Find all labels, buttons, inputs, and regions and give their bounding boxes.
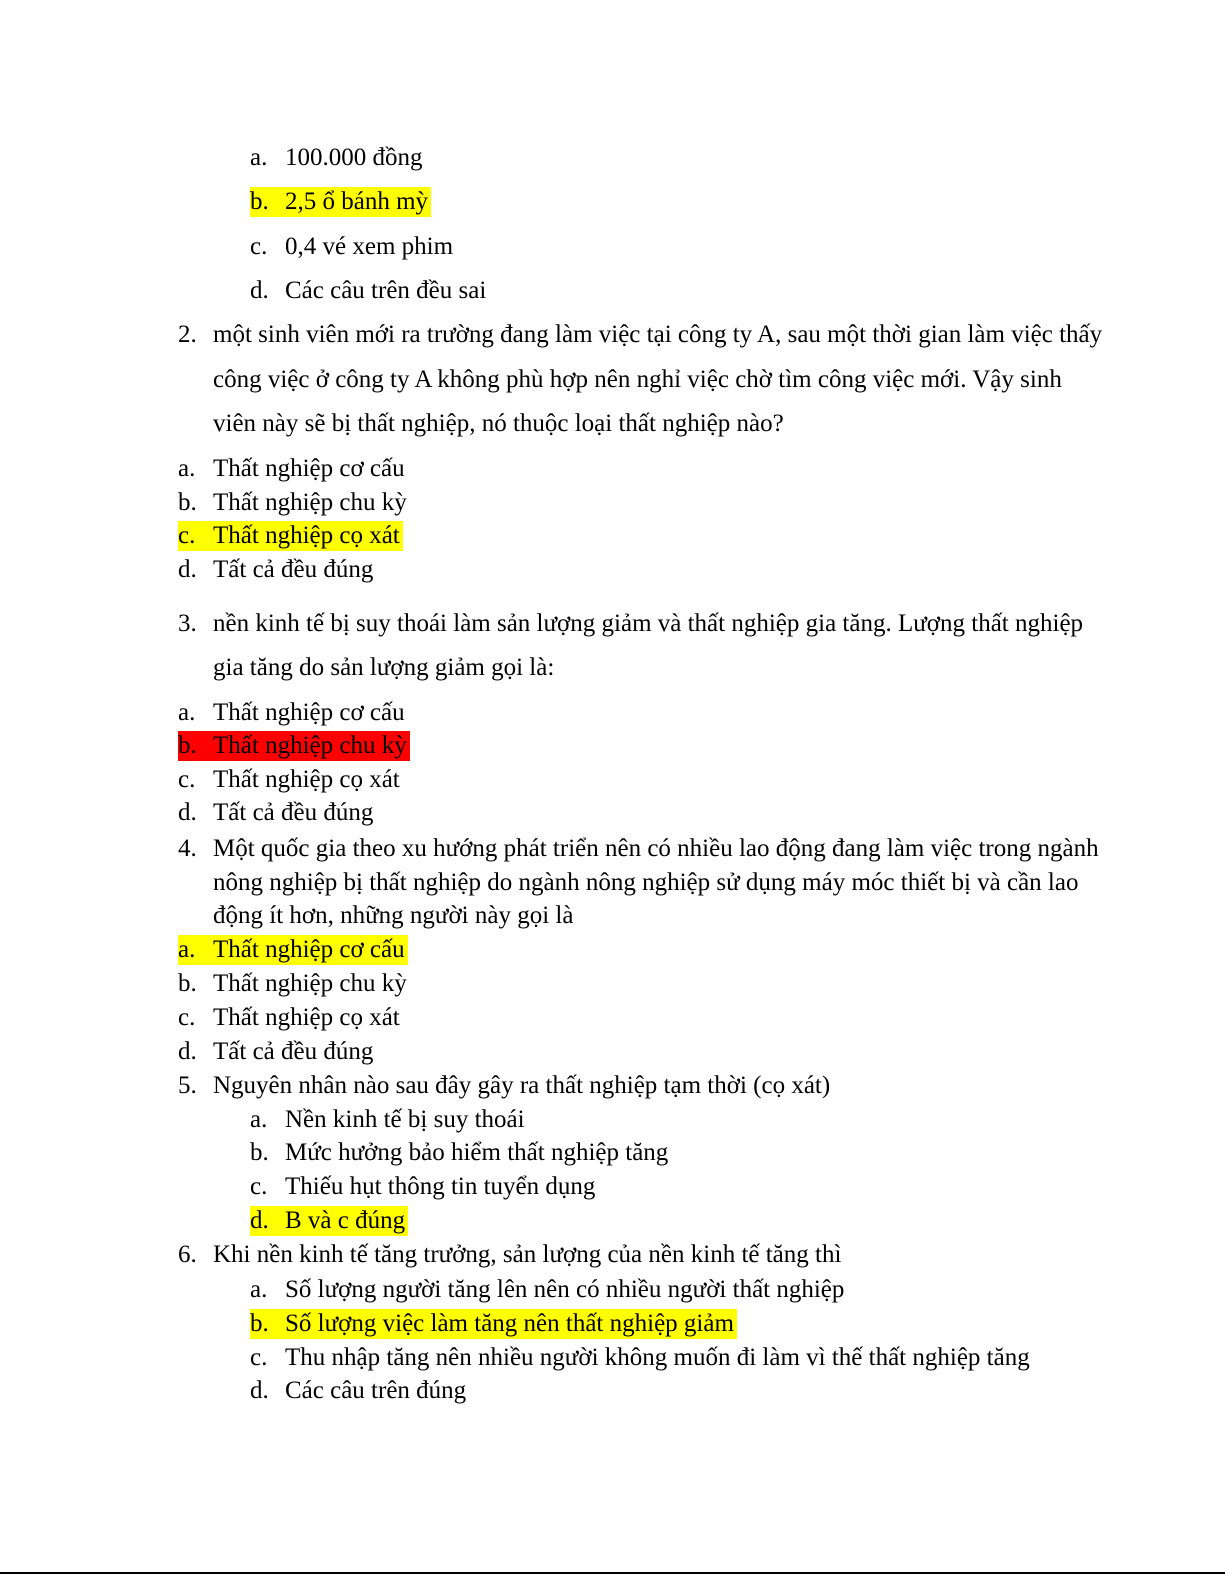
option-text: Mức hưởng bảo hiểm thất nghiệp tăng bbox=[285, 1139, 669, 1166]
option-text: Tất cả đều đúng bbox=[213, 799, 374, 826]
option-text: 100.000 đồng bbox=[285, 144, 423, 171]
option-label: a. bbox=[178, 455, 196, 482]
option-text: Thu nhập tăng nên nhiều người không muốn đi làm vì thế thất nghiệp tăng bbox=[285, 1344, 1030, 1371]
option-text: Thất nghiệp cơ cấu bbox=[213, 936, 405, 963]
option-label: a. bbox=[250, 1276, 268, 1303]
option-label: d. bbox=[250, 1207, 269, 1234]
option-text: Thất nghiệp cọ xát bbox=[213, 522, 400, 549]
option-text: Thất nghiệp cọ xát bbox=[213, 766, 400, 793]
q5-option-c bbox=[250, 1172, 595, 1202]
option-label: b. bbox=[250, 1310, 269, 1337]
question-text: Khi nền kinh tế tăng trưởng, sản lượng của nền kinh tế tăng thì bbox=[213, 1241, 842, 1268]
q4-option-a bbox=[178, 935, 408, 965]
option-label: b. bbox=[178, 970, 197, 997]
q4-stem-line-3: động ít hơn, những người này gọi là bbox=[213, 902, 574, 929]
q2-option-d bbox=[178, 555, 373, 585]
q4-stem-line-1 bbox=[178, 834, 1099, 864]
q4-stem-line-2: nông nghiệp bị thất nghiệp do ngành nông nghiệp sử dụng máy móc thiết bị và cần lao bbox=[213, 869, 1079, 896]
question-number: 5. bbox=[178, 1072, 197, 1099]
q2-stem-line-2: công việc ở công ty A không phù hợp nên nghỉ việc chờ tìm công việc mới. Vậy sinh bbox=[213, 366, 1062, 393]
q2-option-b bbox=[178, 488, 407, 518]
option-text: 0,4 vé xem phim bbox=[285, 233, 454, 260]
q3-stem-line-1 bbox=[178, 609, 1083, 639]
option-label: d. bbox=[250, 277, 269, 304]
q2-stem-line-3: viên này sẽ bị thất nghiệp, nó thuộc loại thất nghiệp nào? bbox=[213, 410, 784, 437]
q5-option-a bbox=[250, 1105, 525, 1135]
question-text: một sinh viên mới ra trường đang làm việc tại công ty A, sau một thời gian làm việc thấy bbox=[213, 321, 1103, 348]
option-label: a. bbox=[178, 699, 196, 726]
option-label: a. bbox=[250, 1106, 268, 1133]
option-label: c. bbox=[178, 766, 196, 793]
option-label: d. bbox=[178, 799, 197, 826]
q2-option-a bbox=[178, 454, 405, 484]
question-text: nền kinh tế bị suy thoái làm sản lượng giảm và thất nghiệp gia tăng. Lượng thất nghiệp bbox=[213, 610, 1084, 637]
option-text: Tất cả đều đúng bbox=[213, 1038, 374, 1065]
option-label: b. bbox=[178, 489, 197, 516]
q3-option-c bbox=[178, 765, 400, 795]
question-text: Một quốc gia theo xu hướng phát triển nên có nhiều lao động đang làm việc trong ngành bbox=[213, 835, 1099, 862]
page-bottom-rule bbox=[0, 1572, 1225, 1574]
q4-option-d bbox=[178, 1037, 373, 1067]
question-number: 4. bbox=[178, 835, 197, 862]
q3-option-b bbox=[178, 731, 410, 761]
option-label: c. bbox=[250, 1344, 268, 1371]
option-text: Các câu trên đúng bbox=[285, 1377, 467, 1404]
option-text: Các câu trên đều sai bbox=[285, 277, 487, 304]
q2-option-c bbox=[178, 521, 403, 551]
option-text: 2,5 ổ bánh mỳ bbox=[285, 188, 429, 215]
q3-option-a bbox=[178, 698, 405, 728]
q2-stem-line-1 bbox=[178, 320, 1102, 350]
option-text: Thiếu hụt thông tin tuyển dụng bbox=[285, 1173, 596, 1200]
q4-option-b bbox=[178, 969, 407, 999]
q1-option-b bbox=[250, 187, 431, 217]
q3-stem-line-2: gia tăng do sản lượng giảm gọi là: bbox=[213, 654, 555, 681]
option-label: d. bbox=[178, 1038, 197, 1065]
option-label: b. bbox=[250, 1139, 269, 1166]
q6-option-b bbox=[250, 1309, 737, 1339]
q1-option-a bbox=[250, 143, 423, 173]
question-number: 6. bbox=[178, 1241, 197, 1268]
option-text: Nền kinh tế bị suy thoái bbox=[285, 1106, 525, 1133]
q5-stem-line-1 bbox=[178, 1071, 830, 1101]
option-text: Thất nghiệp cơ cấu bbox=[213, 455, 405, 482]
q5-option-b bbox=[250, 1138, 668, 1168]
q6-option-a bbox=[250, 1275, 844, 1305]
q3-option-d bbox=[178, 798, 373, 828]
question-number: 3. bbox=[178, 610, 197, 637]
option-label: a. bbox=[178, 936, 196, 963]
option-label: c. bbox=[250, 233, 268, 260]
option-text: Số lượng người tăng lên nên có nhiều người thất nghiệp bbox=[285, 1276, 845, 1303]
q4-option-c bbox=[178, 1003, 400, 1033]
question-number: 2. bbox=[178, 321, 197, 348]
option-label: b. bbox=[178, 732, 197, 759]
q5-option-d bbox=[250, 1206, 408, 1236]
option-label: d. bbox=[178, 556, 197, 583]
option-label: c. bbox=[250, 1173, 268, 1200]
option-label: b. bbox=[250, 188, 269, 215]
option-text: Thất nghiệp chu kỳ bbox=[213, 970, 407, 997]
option-text: Thất nghiệp cọ xát bbox=[213, 1004, 400, 1031]
q6-option-d bbox=[250, 1376, 466, 1406]
question-text: Nguyên nhân nào sau đây gây ra thất nghiệp tạm thời (cọ xát) bbox=[213, 1072, 831, 1099]
q6-stem-line-1 bbox=[178, 1240, 841, 1270]
option-label: c. bbox=[178, 522, 196, 549]
option-label: d. bbox=[250, 1377, 269, 1404]
option-text: Thất nghiệp cơ cấu bbox=[213, 699, 405, 726]
option-text: Thất nghiệp chu kỳ bbox=[213, 489, 407, 516]
q6-option-c bbox=[250, 1343, 1030, 1373]
option-label: a. bbox=[250, 144, 268, 171]
option-text: B và c đúng bbox=[285, 1207, 406, 1234]
q1-option-c bbox=[250, 232, 453, 262]
option-text: Thất nghiệp chu kỳ bbox=[213, 732, 407, 759]
option-text: Tất cả đều đúng bbox=[213, 556, 374, 583]
option-text: Số lượng việc làm tăng nên thất nghiệp giảm bbox=[285, 1310, 734, 1337]
q1-option-d bbox=[250, 276, 486, 306]
option-label: c. bbox=[178, 1004, 196, 1031]
